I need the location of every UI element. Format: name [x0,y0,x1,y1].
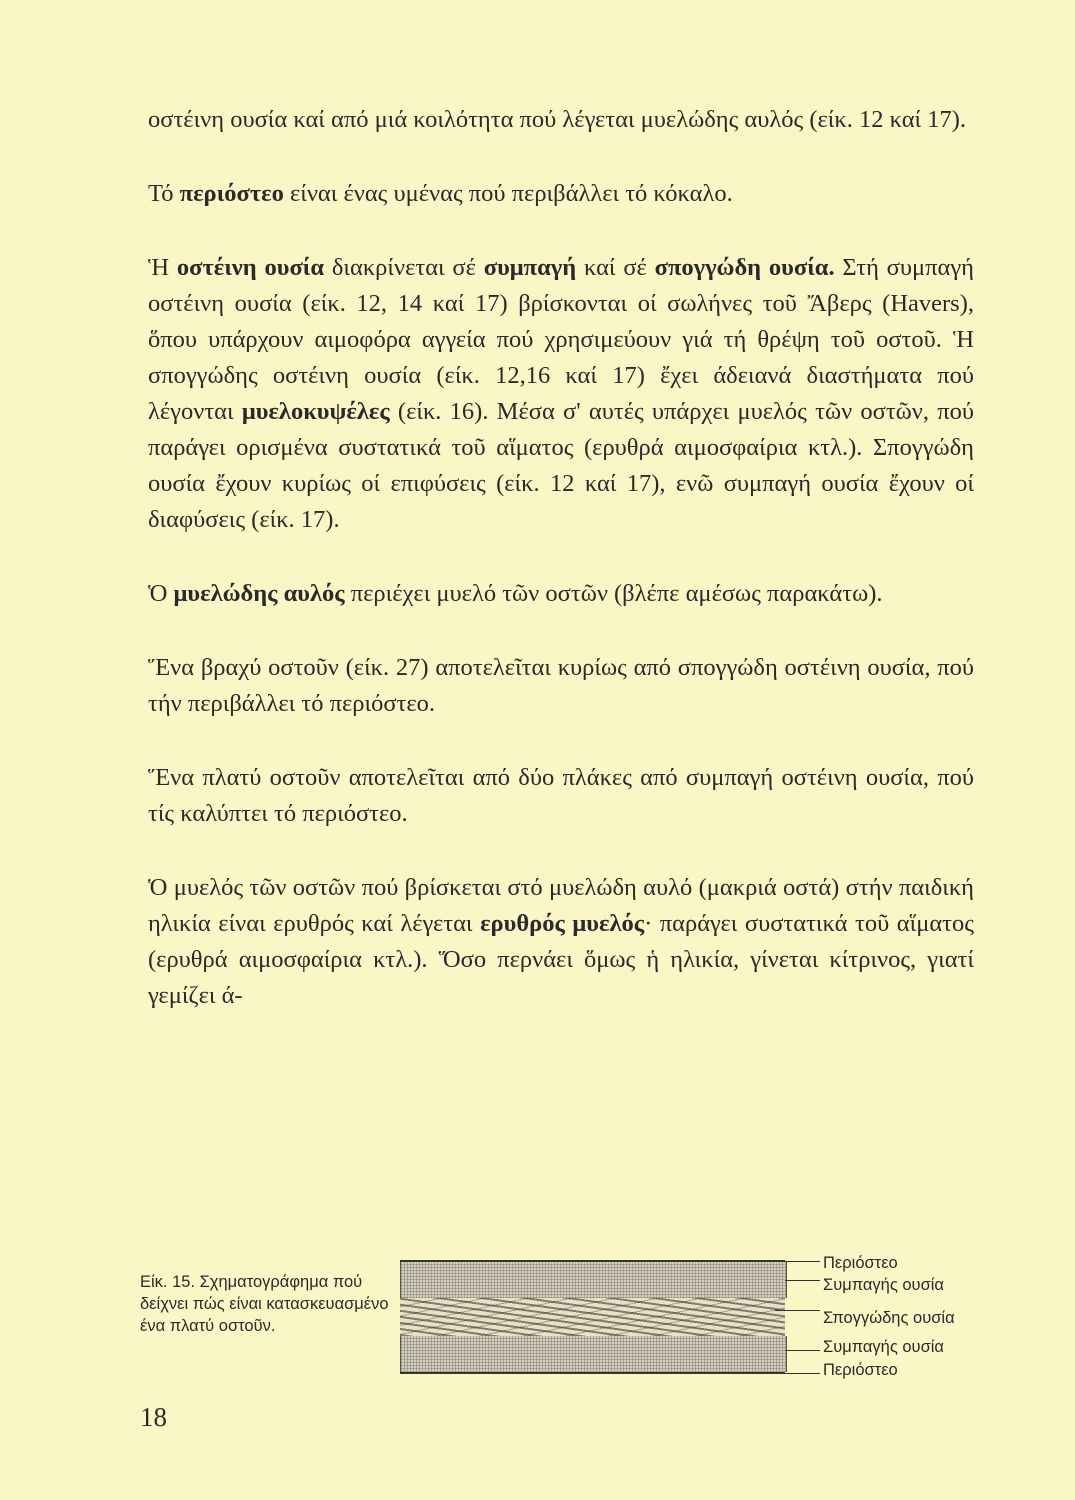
paragraph-3: Ἡ οστέινη ουσία διακρίνεται σέ συμπαγή καί σέ σπογγώδη ουσία. Στή συμπαγή οστέινη ουσία (είκ. 12, 14 καί 17) βρίσκονται οί σωλήνες τοῦ Ἄβερς (Havers), ὅπου υπάρχουν αιμοφόρα αγγεία πού χρησιμεύουν γιά τή θρέψη τοῦ οστοῦ. Ἡ σπογγώδης οστέινη ουσία (είκ. 12,16 καί 17) ἔχει άδειανά διαστήματα πού λέγονται μυελοκυψέλες (είκ. 16). Μέσα σ' αυτές υπάρχει μυελός τῶν οστῶν, πού παράγει ορισμένα συστατικά τοῦ αἵματος (ερυθρά αιμοσφαίρια κτλ.). Σπογγώδη ουσία ἔχουν κυρίως οί επιφύσεις (είκ. 12 καί 17), ενῶ συμπαγή ουσία ἔχουν οί διαφύσεις (είκ. 17). [148,254,974,533]
term-marrow-cavities: μυελοκυψέλες [241,398,390,425]
label-bottom-periosteum: Περιόστεο [823,1361,898,1379]
label-top-periosteum: Περιόστεο [823,1254,898,1272]
spongy-layer [400,1298,785,1336]
top-compact-layer [400,1262,787,1298]
label-bottom-compact: Συμπαγής ουσία [823,1338,944,1356]
figure-caption: Είκ. 15. Σχηματογράφημα πού δείχνει πώς είναι κατασκευασμένο ένα πλατύ οστοῦν. [140,1273,389,1335]
term-periosteum: περιόστεο [179,180,284,207]
paragraph-6: Ἕνα πλατύ οστοῦν αποτελεῖται από δύο πλάκες από συμπαγή οστέινη ουσία, πού τίς καλύπτει τό περιόστεο. [148,764,974,827]
bottom-periosteum-layer [400,1372,785,1374]
term-bone-substance: οστέινη ουσία [176,254,325,281]
term-medullary-canal: μυελώδης αυλός [173,580,345,607]
term-compact: συμπαγή [483,254,577,281]
leader-line [775,1310,820,1311]
paragraph-5: Ἕνα βραχύ οστοῦν (είκ. 27) αποτελεῖται κυρίως από σπογγώδη οστέινη ουσία, πού τήν περιβάλλει τό περιόστεο. [148,654,974,717]
term-spongy: σπογγώδη ουσία. [654,254,835,281]
paragraph-2: Τό περιόστεο είναι ένας υμένας πού περιβάλλει τό κόκαλο. [148,180,733,207]
leader-line [785,1350,820,1351]
paragraph-7: Ὁ μυελός τῶν οστῶν πού βρίσκεται στό μυελώδη αυλό (μακριά οστά) στήν παιδική ηλικία είναι ερυθρός καί λέγεται ερυθρός μυελός· παράγει συστατικά τοῦ αἵματος (ερυθρά αιμοσφαίρια κτλ.). Ὅσο περνάει ὅμως ἡ ηλικία, γίνεται κίτρινος, γιατί γεμίζει ά- [148,874,974,1009]
term-red-marrow: ερυθρός μυελός [480,910,645,937]
label-spongy: Σπογγώδης ουσία [823,1309,955,1327]
body-text [148,102,974,1052]
leader-line [785,1280,820,1281]
flat-bone-diagram [395,1250,995,1385]
paragraph-1: οστέινη ουσία καί από μιά κοιλότητα πού λέγεται μυελώδης αυλός (είκ. 12 καί 17). [148,106,967,133]
bottom-compact-layer [400,1336,787,1372]
page-number: 18 [140,1402,167,1432]
paragraph-4: Ὁ μυελώδης αυλός περιέχει μυελό τῶν οστῶν (βλέπε αμέσως παρακάτω). [148,580,883,607]
label-top-compact: Συμπαγής ουσία [823,1276,944,1294]
leader-line [785,1373,820,1374]
leader-line [785,1261,820,1262]
